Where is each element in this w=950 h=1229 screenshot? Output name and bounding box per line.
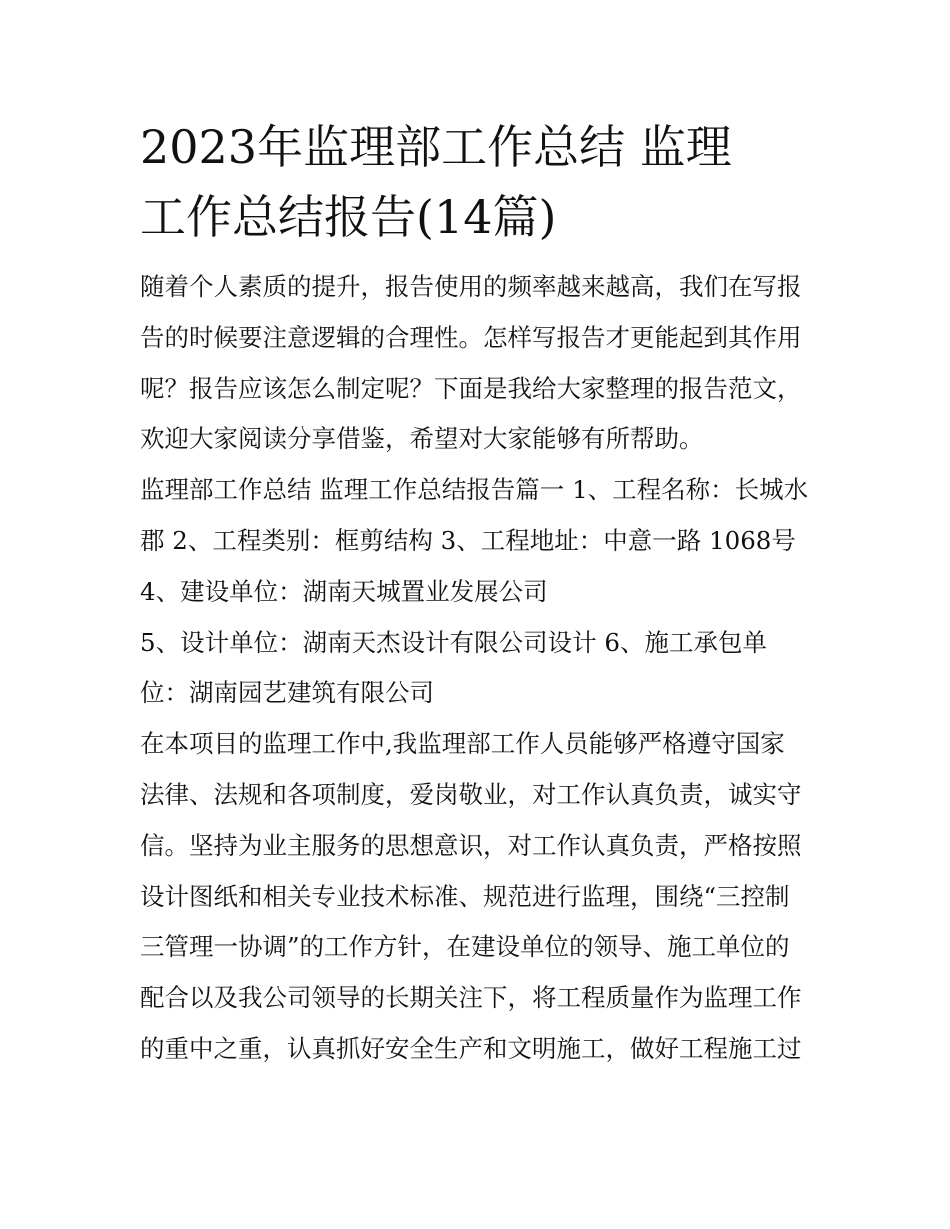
paragraph-project-info	[140, 465, 812, 567]
text-line: 监理部工作总结 监理工作总结报告篇一 1、工程名称：长城水	[140, 475, 809, 505]
text-line: 设计图纸和相关专业技术标准、规范进行监理，围绕“三控制	[140, 881, 790, 911]
paragraph-design-unit	[140, 618, 812, 720]
text-line: 呢？报告应该怎么制定呢？下面是我给大家整理的报告范文，	[140, 373, 802, 403]
title-line-2: 工作总结报告(14篇)	[140, 190, 557, 244]
paragraph-supervision-work	[140, 719, 812, 1075]
text-line: 告的时候要注意逻辑的合理性。怎样写报告才更能起到其作用	[140, 322, 802, 352]
title-line-1: 2023年监理部工作总结 监理	[140, 120, 732, 174]
document-title	[140, 112, 812, 252]
paragraph-construction-unit	[140, 567, 812, 618]
text-line: 在本项目的监理工作中,我监理部工作人员能够严格遵守国家	[140, 729, 785, 759]
text-line: 信。坚持为业主服务的思想意识，对工作认真负责，严格按照	[140, 830, 802, 860]
text-line: 配合以及我公司领导的长期关注下，将工程质量作为监理工作	[140, 983, 802, 1013]
text-line: 随着个人素质的提升，报告使用的频率越来越高，我们在写报	[140, 272, 802, 301]
text-line: 的重中之重，认真抓好安全生产和文明施工，做好工程施工过	[140, 1033, 802, 1063]
text-line: 法律、法规和各项制度，爱岗敬业，对工作认真负责，诚实守	[140, 779, 802, 809]
text-line: 5、设计单位：湖南天杰设计有限公司设计 6、施工承包单	[140, 627, 767, 657]
paragraph-intro	[140, 262, 812, 465]
document-page	[140, 112, 812, 1075]
text-line: 位：湖南园艺建筑有限公司	[140, 678, 434, 708]
text-line: 4、建设单位：湖南天城置业发展公司	[140, 576, 548, 606]
text-line: 郡 2、工程类别：框剪结构 3、工程地址：中意一路 1068号	[140, 525, 796, 555]
text-line: 欢迎大家阅读分享借鉴，希望对大家能够有所帮助。	[140, 424, 704, 454]
text-line: 三管理一协调”的工作方针，在建设单位的领导、施工单位的	[140, 932, 790, 962]
document-body	[140, 262, 812, 1075]
